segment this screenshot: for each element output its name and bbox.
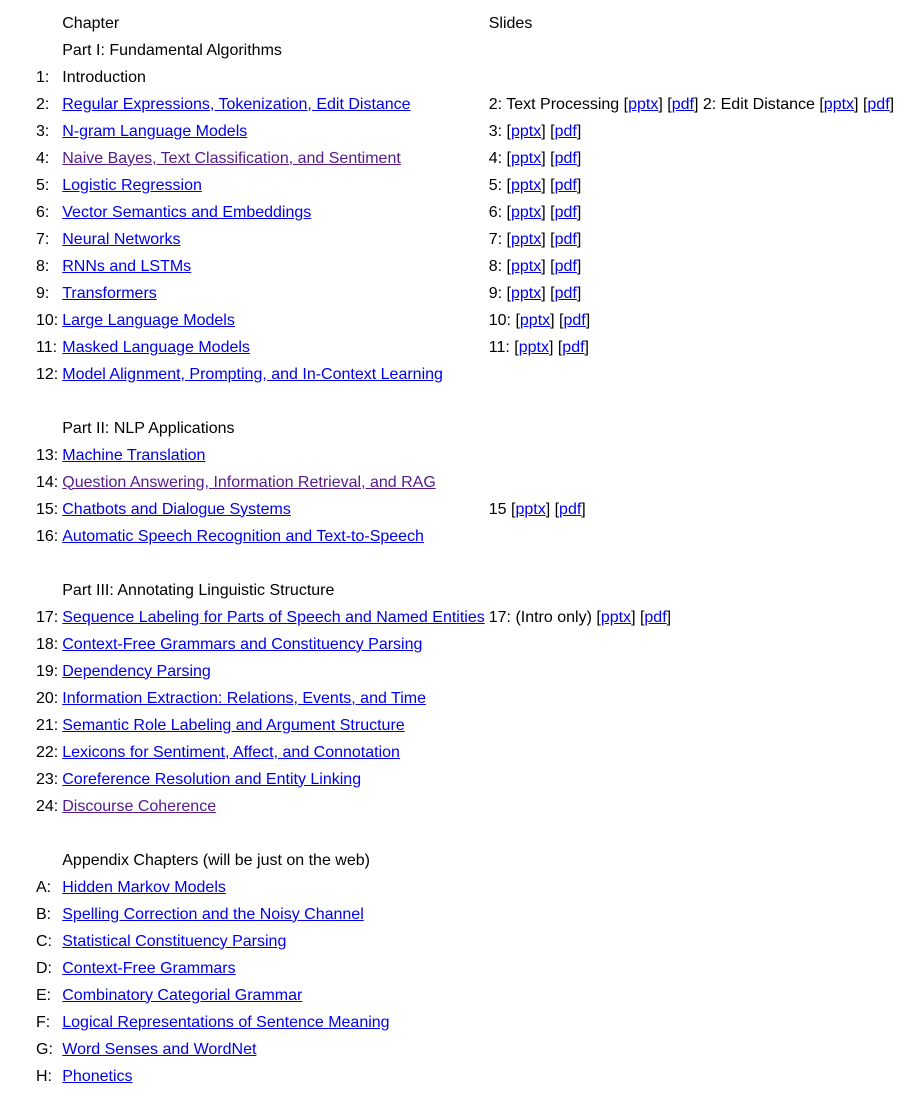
bracket: [ [506, 203, 511, 221]
chapter-number: 23: [36, 770, 59, 788]
chapter-title-cell [61, 982, 486, 1009]
slides-cell [488, 982, 895, 1009]
slides-cell [488, 928, 895, 955]
part-title: Appendix Chapters (will be just on the web) [62, 851, 370, 869]
chapter-row [35, 874, 895, 901]
chapter-title-cell [61, 739, 486, 766]
slides-pptx-link[interactable]: pptx [511, 176, 542, 194]
chapter-number: D: [36, 959, 52, 977]
bracket: [ [550, 500, 560, 518]
slides-pptx-link[interactable]: pptx [511, 203, 542, 221]
chapter-title-cell [61, 361, 486, 388]
chapter-title-cell [61, 253, 486, 280]
chapter-link[interactable]: Masked Language Models [62, 338, 250, 356]
bracket: [ [545, 176, 555, 194]
slides-cell [488, 955, 895, 982]
chapter-row [35, 496, 895, 523]
bracket: ] [631, 608, 636, 626]
slides-label: 11: [488, 338, 515, 356]
spacer-cell [35, 388, 59, 415]
table-header-row [35, 10, 895, 37]
part-title: Part III: Annotating Linguistic Structure [62, 581, 335, 599]
slides-cell [488, 253, 895, 280]
chapter-number: 21: [36, 716, 59, 734]
chapter-title-cell [61, 64, 486, 91]
chapter-number: 18: [36, 635, 59, 653]
chapter-number: 20: [36, 689, 59, 707]
chapter-row [35, 604, 895, 631]
chapter-row [35, 64, 895, 91]
chapter-link[interactable]: Large Language Models [62, 311, 235, 329]
bracket: ] [548, 338, 554, 356]
chapter-number: B: [36, 905, 52, 923]
chapter-row [35, 1063, 895, 1090]
chapter-number: H: [36, 1067, 52, 1085]
chapter-number: 16: [36, 527, 59, 545]
chapter-number: 7: [36, 230, 50, 248]
slides-pdf-link[interactable]: pdf [562, 338, 585, 356]
chapter-row [35, 712, 895, 739]
chapter-number: 5: [36, 176, 50, 194]
spacer-row [35, 820, 895, 847]
bracket: ] [576, 203, 582, 221]
chapter-title-cell [61, 631, 486, 658]
chapter-row [35, 91, 895, 118]
bracket: ] [576, 122, 582, 140]
chapter-row [35, 631, 895, 658]
spacer-cell [35, 820, 59, 847]
slides-pdf-link[interactable]: pdf [671, 95, 694, 113]
slides-pptx-link[interactable]: pptx [518, 338, 549, 356]
chapter-link[interactable]: Naive Bayes, Text Classification, and Sentiment [62, 149, 401, 167]
slides-pptx-link[interactable]: pptx [628, 95, 659, 113]
slides-cell [488, 172, 895, 199]
chapter-link[interactable]: Combinatory Categorial Grammar [62, 986, 303, 1004]
slides-pptx-link[interactable]: pptx [823, 95, 855, 113]
slides-cell [488, 361, 895, 388]
chapter-title-cell [61, 523, 486, 550]
bracket: ] [576, 284, 582, 302]
chapter-row [35, 253, 895, 280]
chapter-title-cell [61, 307, 486, 334]
chapter-link[interactable]: Discourse Coherence [62, 797, 217, 815]
part-slides-cell [488, 415, 895, 442]
slides-pdf-link[interactable]: pdf [554, 257, 577, 275]
part-slides-cell [488, 37, 895, 64]
part-num-cell [35, 847, 59, 874]
slides-label: 8: [488, 257, 507, 275]
slides-cell [488, 118, 895, 145]
slides-cell [488, 307, 895, 334]
spacer-cell [488, 550, 895, 577]
chapter-row [35, 739, 895, 766]
chapter-link[interactable]: Model Alignment, Prompting, and In-Context Learning [62, 365, 443, 383]
slides-pptx-link[interactable]: pptx [511, 230, 542, 248]
slides-pptx-link[interactable]: pptx [511, 257, 542, 275]
bracket: ] [541, 122, 546, 140]
chapter-title-cell [61, 334, 486, 361]
header-slides: Slides [488, 14, 533, 32]
bracket: [ [506, 284, 511, 302]
chapter-number: 4: [36, 149, 50, 167]
spacer-cell [488, 388, 895, 415]
slides-cell [488, 793, 895, 820]
slides-cell [488, 334, 895, 361]
chapter-row [35, 172, 895, 199]
chapter-title-cell [61, 1063, 486, 1090]
slides-pdf-link[interactable]: pdf [554, 203, 577, 221]
chapter-row [35, 685, 895, 712]
slides-pdf-link[interactable]: pdf [554, 122, 577, 140]
bracket: [ [545, 284, 555, 302]
part-heading-row [35, 847, 895, 874]
bracket: [ [819, 95, 824, 113]
chapter-title-cell [61, 766, 486, 793]
chapter-title-cell [61, 901, 486, 928]
slides-pdf-link[interactable]: pdf [644, 608, 667, 626]
part-heading-row [35, 415, 895, 442]
chapter-title-cell [61, 658, 486, 685]
chapter-number: 15: [36, 500, 59, 518]
slides-label: 10: [488, 311, 516, 329]
chapter-title-cell [61, 145, 486, 172]
chapter-link[interactable]: Logistic Regression [62, 176, 202, 194]
chapter-number: 1: [36, 68, 50, 86]
slides-pdf-link[interactable]: pdf [559, 500, 582, 518]
slides-cell [488, 739, 895, 766]
part-slides-cell [488, 577, 895, 604]
chapter-title-cell [61, 172, 486, 199]
bracket: [ [514, 338, 519, 356]
chapter-row [35, 361, 895, 388]
chapter-title: Introduction [62, 68, 146, 86]
bracket: [ [554, 311, 564, 329]
slides-label: 2: Edit Distance [698, 95, 820, 113]
chapter-link[interactable]: Context-Free Grammars [62, 959, 236, 977]
chapter-number: 19: [36, 662, 59, 680]
slides-cell [488, 469, 895, 496]
bracket: [ [545, 203, 555, 221]
chapter-title-cell [61, 280, 486, 307]
slides-cell [488, 496, 895, 523]
bracket: [ [858, 95, 868, 113]
slides-pptx-link[interactable]: pptx [515, 500, 546, 518]
chapter-title-cell [61, 712, 486, 739]
header-chapter: Chapter [62, 14, 120, 32]
chapter-link[interactable]: Semantic Role Labeling and Argument Structure [62, 716, 405, 734]
chapter-title-cell [61, 685, 486, 712]
chapter-link[interactable]: Coreference Resolution and Entity Linking [62, 770, 362, 788]
chapter-title-cell [61, 91, 486, 118]
chapter-link[interactable]: Neural Networks [62, 230, 181, 248]
chapter-number: G: [36, 1040, 53, 1058]
chapter-link[interactable]: Dependency Parsing [62, 662, 211, 680]
chapter-row [35, 280, 895, 307]
chapter-link[interactable]: Automatic Speech Recognition and Text-to-Speech [62, 527, 424, 545]
chapter-row [35, 658, 895, 685]
bracket: [ [545, 257, 555, 275]
slides-cell [488, 1063, 895, 1090]
chapter-number: 17: [36, 608, 59, 626]
chapter-title-cell [61, 604, 486, 631]
slides-label: 17: (Intro only) [488, 608, 597, 626]
bracket: ] [541, 257, 546, 275]
bracket: ] [576, 230, 582, 248]
bracket: ] [854, 95, 859, 113]
chapter-link[interactable]: Context-Free Grammars and Constituency Parsing [62, 635, 423, 653]
slides-cell [488, 1009, 895, 1036]
part-num-cell [35, 577, 59, 604]
spacer-cell [61, 550, 486, 577]
chapter-link[interactable]: Question Answering, Information Retrieval, and RAG [62, 473, 436, 491]
slides-cell [488, 91, 895, 118]
spacer-cell [61, 820, 486, 847]
chapter-link[interactable]: Hidden Markov Models [62, 878, 226, 896]
chapter-title-cell [61, 469, 486, 496]
bracket: ] [581, 500, 586, 518]
slides-label: 15 [488, 500, 511, 518]
chapter-number: 10: [36, 311, 59, 329]
slides-label: 6: [488, 203, 507, 221]
chapter-row [35, 955, 895, 982]
slides-cell [488, 631, 895, 658]
slides-cell [488, 712, 895, 739]
chapter-link[interactable]: Phonetics [62, 1067, 133, 1085]
chapter-number: 6: [36, 203, 50, 221]
slides-cell [488, 199, 895, 226]
bracket: ] [550, 311, 555, 329]
bracket: ] [541, 284, 546, 302]
chapter-title-cell [61, 1009, 486, 1036]
slides-pptx-link[interactable]: pptx [600, 608, 632, 626]
spacer-row [35, 550, 895, 577]
chapter-link[interactable]: Statistical Constituency Parsing [62, 932, 287, 950]
chapter-number: E: [36, 986, 52, 1004]
chapter-row [35, 226, 895, 253]
bracket: [ [596, 608, 601, 626]
bracket: [ [506, 257, 511, 275]
chapter-link[interactable]: N-gram Language Models [62, 122, 248, 140]
spacer-cell [488, 820, 895, 847]
chapter-title-cell [61, 928, 486, 955]
slides-cell [488, 280, 895, 307]
bracket: [ [515, 311, 520, 329]
chapter-title-cell [61, 874, 486, 901]
chapter-title-cell [61, 199, 486, 226]
slides-cell [488, 685, 895, 712]
slides-pdf-link[interactable]: pdf [554, 176, 577, 194]
slides-cell [488, 145, 895, 172]
part-heading-row [35, 577, 895, 604]
chapter-number: 2: [36, 95, 50, 113]
chapter-link[interactable]: Lexicons for Sentiment, Affect, and Connotation [62, 743, 400, 761]
chapter-title-cell [61, 226, 486, 253]
bracket: [ [511, 500, 516, 518]
spacer-cell [35, 550, 59, 577]
slides-pdf-link[interactable]: pdf [563, 311, 586, 329]
bracket: ] [576, 257, 582, 275]
chapter-number: 11: [36, 338, 58, 356]
bracket: [ [506, 122, 511, 140]
chapter-number: 9: [36, 284, 50, 302]
spacer-row [35, 388, 895, 415]
chapter-row [35, 442, 895, 469]
chapter-number: 14: [36, 473, 59, 491]
part-slides-cell [488, 847, 895, 874]
chapter-row [35, 982, 895, 1009]
chapter-row [35, 523, 895, 550]
slides-cell [488, 64, 895, 91]
slides-cell [488, 226, 895, 253]
bracket: ] [576, 176, 582, 194]
chapter-link[interactable]: Vector Semantics and Embeddings [62, 203, 312, 221]
chapter-row [35, 793, 895, 820]
bracket: [ [545, 122, 555, 140]
bracket: ] [541, 203, 546, 221]
chapter-row [35, 145, 895, 172]
part-heading-row [35, 37, 895, 64]
chapter-number: F: [36, 1013, 51, 1031]
header-num-cell [35, 10, 59, 37]
chapter-link[interactable]: Word Senses and WordNet [62, 1040, 257, 1058]
bracket: ] [576, 149, 582, 167]
bracket: ] [693, 95, 699, 113]
slides-cell [488, 766, 895, 793]
chapters-table [33, 10, 897, 1090]
bracket: ] [541, 149, 546, 167]
bracket: [ [506, 149, 511, 167]
bracket: ] [585, 311, 591, 329]
slides-cell [488, 523, 895, 550]
bracket: [ [506, 176, 511, 194]
chapter-number: C: [36, 932, 52, 950]
slides-pdf-link[interactable]: pdf [554, 230, 577, 248]
slides-cell [488, 442, 895, 469]
chapter-row [35, 766, 895, 793]
chapter-link[interactable]: Machine Translation [62, 446, 206, 464]
chapter-link[interactable]: Information Extraction: Relations, Events, and Time [62, 689, 426, 707]
chapter-number: 8: [36, 257, 50, 275]
slides-pdf-link[interactable]: pdf [867, 95, 890, 113]
chapter-row [35, 118, 895, 145]
slides-label: 3: [488, 122, 507, 140]
chapter-number: 3: [36, 122, 50, 140]
slides-pptx-link[interactable]: pptx [511, 149, 542, 167]
bracket: ] [658, 95, 663, 113]
chapter-title-cell [61, 1036, 486, 1063]
part-num-cell [35, 415, 59, 442]
bracket: ] [584, 338, 589, 356]
slides-cell [488, 604, 895, 631]
bracket: [ [506, 230, 511, 248]
slides-label: 9: [488, 284, 507, 302]
chapter-row [35, 1036, 895, 1063]
chapter-row [35, 307, 895, 334]
chapter-number: 13: [36, 446, 59, 464]
slides-cell [488, 901, 895, 928]
chapter-row [35, 199, 895, 226]
bracket: [ [545, 149, 555, 167]
chapter-link[interactable]: Spelling Correction and the Noisy Channel [62, 905, 364, 923]
chapter-link[interactable]: Chatbots and Dialogue Systems [62, 500, 291, 518]
slides-label: 2: Text Processing [488, 95, 624, 113]
slides-pptx-link[interactable]: pptx [511, 284, 542, 302]
bracket: [ [635, 608, 645, 626]
bracket: ] [889, 95, 895, 113]
slides-pdf-link[interactable]: pdf [554, 149, 577, 167]
chapter-row [35, 1009, 895, 1036]
slides-cell [488, 658, 895, 685]
chapter-link[interactable]: Logical Representations of Sentence Meaning [62, 1013, 390, 1031]
chapters-body [35, 37, 895, 1090]
chapter-row [35, 928, 895, 955]
bracket: ] [541, 176, 546, 194]
chapter-link[interactable]: RNNs and LSTMs [62, 257, 192, 275]
chapter-row [35, 469, 895, 496]
chapter-link[interactable]: Transformers [62, 284, 157, 302]
chapter-number: 12: [36, 365, 59, 383]
chapter-row [35, 901, 895, 928]
chapter-title-cell [61, 955, 486, 982]
slides-label: 4: [488, 149, 507, 167]
chapter-link[interactable]: Sequence Labeling for Parts of Speech and Named Entities [62, 608, 485, 626]
chapter-title-cell [61, 442, 486, 469]
slides-pdf-link[interactable]: pdf [554, 284, 577, 302]
slides-pptx-link[interactable]: pptx [511, 122, 542, 140]
chapter-number: A: [36, 878, 52, 896]
bracket: [ [545, 230, 555, 248]
chapter-title-cell [61, 118, 486, 145]
bracket: ] [666, 608, 672, 626]
slides-pptx-link[interactable]: pptx [519, 311, 551, 329]
bracket: [ [623, 95, 629, 113]
spacer-cell [61, 388, 486, 415]
slides-label: 5: [488, 176, 507, 194]
chapter-link[interactable]: Regular Expressions, Tokenization, Edit Distance [62, 95, 411, 113]
bracket: ] [541, 230, 546, 248]
bracket: [ [553, 338, 563, 356]
part-title: Part II: NLP Applications [62, 419, 235, 437]
slides-cell [488, 874, 895, 901]
slides-cell [488, 1036, 895, 1063]
chapter-title-cell [61, 793, 486, 820]
slides-label: 7: [488, 230, 507, 248]
chapter-row [35, 334, 895, 361]
part-title: Part I: Fundamental Algorithms [62, 41, 282, 59]
part-num-cell [35, 37, 59, 64]
chapter-number: 24: [36, 797, 59, 815]
chapter-number: 22: [36, 743, 59, 761]
chapter-title-cell [61, 496, 486, 523]
bracket: [ [662, 95, 672, 113]
bracket: ] [545, 500, 551, 518]
